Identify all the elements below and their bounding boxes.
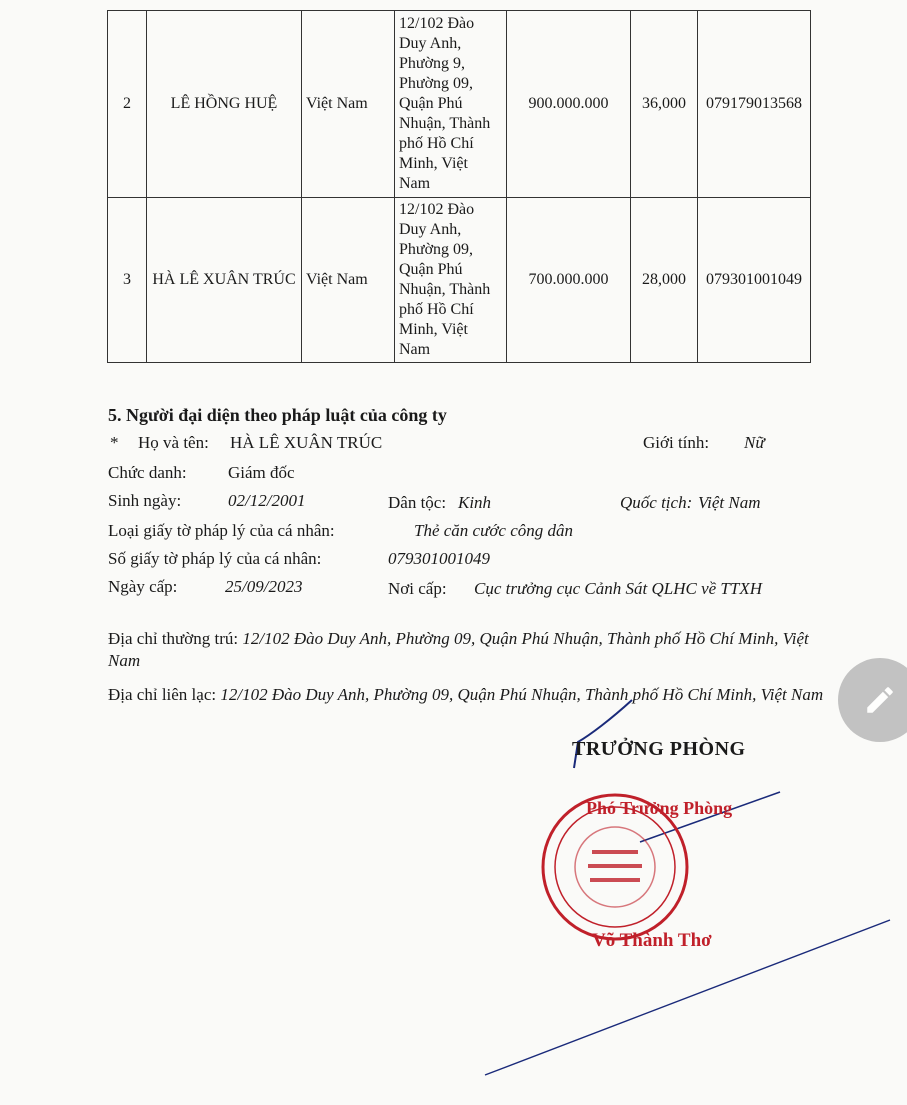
gender-value: Nữ (744, 433, 765, 452)
member-percent: 36,000 (631, 11, 698, 198)
permanent-address-value: 12/102 Đào Duy Anh, Phường 09, Quận Phú Nhuận, Thành phố Hồ Chí Minh, Việt Nam (108, 629, 809, 670)
member-nationality: Việt Nam (302, 198, 395, 363)
ethnic-label: Dân tộc: (388, 493, 447, 512)
row-stt: 2 (108, 11, 147, 198)
member-capital: 900.000.000 (507, 11, 631, 198)
member-name: LÊ HỒNG HUỆ (147, 11, 302, 198)
gender-label: Giới tính: (643, 433, 710, 452)
office-title: TRƯỞNG PHÒNG (572, 738, 746, 760)
row-stt: 3 (108, 198, 147, 363)
doc-type-value: Thẻ căn cước công dân (414, 521, 574, 540)
permanent-address-label: Địa chỉ thường trú: (108, 629, 239, 648)
member-percent: 28,000 (631, 198, 698, 363)
doc-number-value: 079301001049 (388, 549, 490, 568)
issue-date-label: Ngày cấp: (108, 577, 178, 596)
member-nationality: Việt Nam (302, 11, 395, 198)
dob-value: 02/12/2001 (228, 491, 306, 510)
contact-address-value: 12/102 Đào Duy Anh, Phường 09, Quận Phú Nhuận, Thành phố Hồ Chí Minh, Việt Nam (220, 685, 824, 704)
title-value: Giám đốc (228, 463, 295, 482)
member-address: 12/102 Đào Duy Anh, Phường 09, Quận Phú Nhuận, Thành phố Hồ Chí Minh, Việt Nam (395, 198, 507, 363)
contact-address-label: Địa chỉ liên lạc: (108, 685, 217, 704)
official-seal-icon (540, 792, 690, 942)
pencil-icon (863, 683, 897, 717)
issuer-value: Cục trưởng cục Cảnh Sát QLHC về TTXH (474, 579, 762, 598)
bullet-marker: * (110, 433, 119, 452)
doc-type-label: Loại giấy tờ pháp lý của cá nhân: (108, 521, 335, 540)
member-capital: 700.000.000 (507, 198, 631, 363)
nationality-label: Quốc tịch: (620, 493, 693, 512)
member-id-number: 079301001049 (698, 198, 811, 363)
signer-name: Võ Thành Thơ (592, 930, 712, 951)
member-address: 12/102 Đào Duy Anh, Phường 9, Phường 09, Quận Phú Nhuận, Thành phố Hồ Chí Minh, Việt Nam (395, 11, 507, 198)
doc-number-label: Số giấy tờ pháp lý của cá nhân: (108, 549, 322, 568)
name-value: HÀ LÊ XUÂN TRÚC (230, 433, 383, 452)
name-label: Họ và tên: (138, 433, 209, 452)
issuer-label: Nơi cấp: (388, 579, 447, 598)
member-name: HÀ LÊ XUÂN TRÚC (147, 198, 302, 363)
title-label: Chức danh: (108, 463, 187, 482)
ethnic-value: Kinh (458, 493, 492, 512)
section-heading: 5. Người đại diện theo pháp luật của công ty (108, 405, 447, 425)
dob-label: Sinh ngày: (108, 491, 182, 510)
member-id-number: 079179013568 (698, 11, 811, 198)
nationality-value: Việt Nam (698, 493, 761, 512)
issue-date-value: 25/09/2023 (225, 577, 303, 596)
deputy-title: Phó Trưởng Phòng (586, 798, 733, 818)
